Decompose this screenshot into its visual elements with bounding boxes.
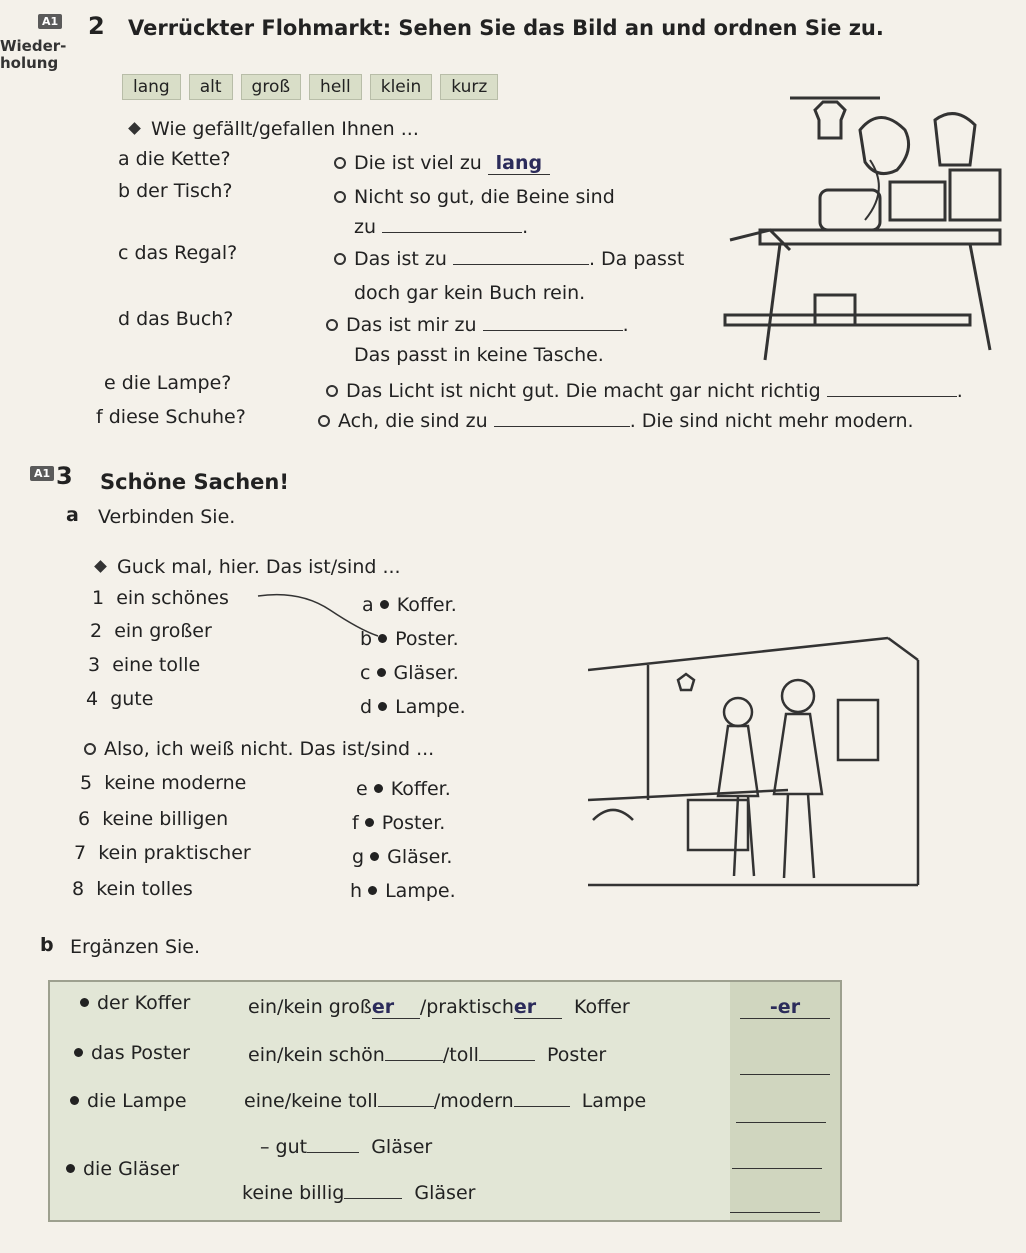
match-left-item: 1 ein schönes [92,587,229,609]
match-right-item[interactable]: e Koffer. [356,778,451,800]
match-connector-line [240,590,380,640]
circle-bullet-icon [326,385,338,397]
fill-blank-b[interactable] [382,232,522,233]
level-badge: A1 [30,466,54,481]
match-left-item: 7 kein praktischer [74,842,251,864]
word-chip: lang [122,74,181,100]
answer-f: Ach, die sind zu . Die sind nicht mehr modern. [318,410,914,432]
diamond-bullet-icon [128,122,141,135]
question-e: e die Lampe? [104,372,232,394]
table-row-poster: ein/kein schön /toll Poster [248,1044,607,1066]
ending-blank[interactable] [732,1168,822,1169]
match-left-item: 6 keine billigen [78,808,229,830]
answer-b: Nicht so gut, die Beine sind [334,186,615,208]
match-right-item[interactable]: g Gläser. [352,846,453,868]
answer-d: Das ist mir zu . [326,314,629,336]
exercise-number: 2 [88,12,105,40]
answer-e: Das Licht ist nicht gut. Die macht gar nicht richtig . [326,380,963,402]
match-left-item: 8 kein tolles [72,878,193,900]
answer-a: Die ist viel zu lang [334,152,550,175]
match-left-item: 4 gute [86,688,154,710]
shop-illustration [588,630,928,892]
match-right-item[interactable]: h Lampe. [350,880,456,902]
word-chip: alt [189,74,233,100]
circle-bullet-icon [326,319,338,331]
answer-b-line2: zu . [354,216,529,238]
match-left-item: 2 ein großer [90,620,212,642]
sidebar-label: Wieder- holung [0,37,67,72]
fill-blank[interactable]: er [514,996,562,1019]
table-row-glaeser-1: – gut Gläser [260,1136,433,1158]
noun-label: die Lampe [70,1090,187,1112]
word-chip: kurz [440,74,498,100]
question-a: a die Kette? [118,148,231,170]
circle-bullet-icon [84,743,96,755]
fill-blank[interactable] [378,1106,434,1107]
ending-blank[interactable] [730,1212,820,1213]
word-box [122,74,498,100]
match-right-item[interactable]: c Gläser. [360,662,459,684]
fill-blank[interactable] [514,1106,570,1107]
circle-bullet-icon [334,253,346,265]
word-chip: hell [309,74,362,100]
match-left-item: 3 eine tolle [88,654,201,676]
noun-label: der Koffer [80,992,190,1014]
answer-d-line2: Das passt in keine Tasche. [354,344,604,366]
circle-bullet-icon [318,415,330,427]
answer-c: Das ist zu . Da passt [334,248,684,270]
level-badge: A1 [38,14,62,29]
flea-market-illustration [720,90,1010,370]
fill-blank[interactable]: er [372,996,420,1019]
match-right-item[interactable]: a Koffer. [362,594,457,616]
prompt-line: Guck mal, hier. Das ist/sind ... [96,556,401,578]
prompt-line: Also, ich weiß nicht. Das ist/sind ... [84,738,434,760]
exercise-title: Verrückter Flohmarkt: Sehen Sie das Bild an und ordnen Sie zu. [128,16,884,40]
match-right-item[interactable]: f Poster. [352,812,446,834]
ending-answer[interactable]: -er [740,996,830,1019]
grammar-table [48,980,842,1222]
exercise-title: Schöne Sachen! [100,470,289,494]
fill-blank[interactable] [307,1152,359,1153]
table-row-lampe: eine/keine toll /modern Lampe [244,1090,647,1112]
ending-blank[interactable] [736,1122,826,1123]
word-chip: klein [370,74,433,100]
fill-blank-d[interactable] [483,330,623,331]
part-b-instruction: Ergänzen Sie. [70,936,201,958]
part-a-instruction: Verbinden Sie. [98,506,236,528]
ending-blank[interactable] [740,1074,830,1075]
question-f: f diese Schuhe? [96,406,246,428]
prompt-line: Wie gefällt/gefallen Ihnen ... [130,118,419,140]
noun-label: das Poster [74,1042,190,1064]
fill-blank-f[interactable] [494,426,630,427]
part-b-label: b [40,934,54,956]
question-b: b der Tisch? [118,180,233,202]
match-right-item[interactable]: b Poster. [360,628,459,650]
fill-blank[interactable] [344,1198,402,1199]
fill-blank[interactable] [385,1060,443,1061]
question-d: d das Buch? [118,308,234,330]
table-row-koffer: ein/kein großer /praktischer Koffer [248,996,630,1018]
diamond-bullet-icon [94,560,107,573]
fill-blank-a[interactable]: lang [488,152,550,175]
question-c: c das Regal? [118,242,238,264]
fill-blank-c[interactable] [453,264,589,265]
circle-bullet-icon [334,191,346,203]
exercise-number: 3 [56,462,73,490]
noun-label: die Gläser [66,1158,179,1180]
circle-bullet-icon [334,157,346,169]
part-a-label: a [66,504,79,526]
fill-blank[interactable] [479,1060,535,1061]
fill-blank-e[interactable] [827,396,957,397]
match-right-item[interactable]: d Lampe. [360,696,466,718]
word-chip: groß [241,74,302,100]
answer-c-line2: doch gar kein Buch rein. [354,282,586,304]
match-left-item: 5 keine moderne [80,772,247,794]
table-row-glaeser-2: keine billig Gläser [242,1182,476,1204]
